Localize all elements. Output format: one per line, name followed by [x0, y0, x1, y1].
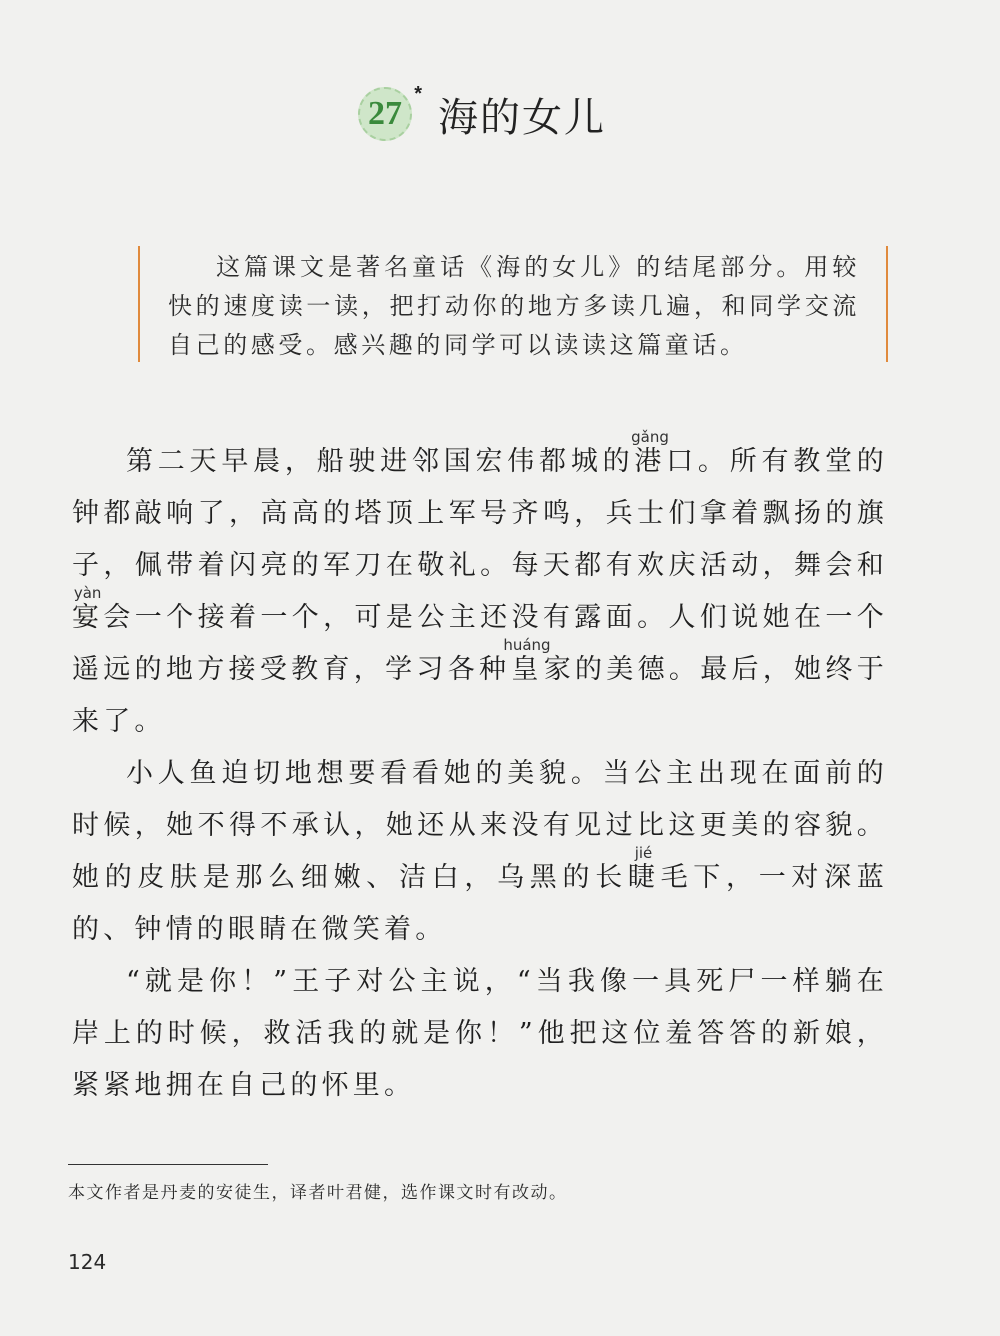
- paragraph-1: [72, 430, 888, 748]
- intro-text: 这篇课文是著名童话《海的女儿》的结尾部分。用较快的速度读一读，把打动你的地方多读几遍，和同学交流自己的感受。感兴趣的同学可以读读这篇童话。: [168, 253, 860, 359]
- word-yan: 宴: [72, 602, 104, 633]
- pinyin-huang: huáng: [503, 636, 551, 654]
- pinyin-yan: yàn: [72, 584, 104, 602]
- pinyin-word-yan: [72, 584, 104, 633]
- word-huang: 皇: [503, 654, 551, 685]
- pinyin-word-huang: [503, 636, 551, 685]
- word-gang: 港: [631, 446, 669, 477]
- paragraph-2-part-a: 小人鱼迫切地想要看看她的美貌。当公主出现在面前的时候，她不得不承认，她还从来没有见过比这更美的容貌。她的皮肤是那么细嫩、洁白，乌黑的长: [72, 758, 888, 893]
- pinyin-word-jie: [627, 844, 661, 893]
- paragraph-1-part-c: 会一个接着一个，可是公主还没有露面。人们说她在一个遥远的地方接受教育，学习各种: [72, 602, 889, 685]
- page-number: 124: [68, 1250, 107, 1274]
- lesson-star-mark: *: [414, 83, 422, 105]
- word-jie: 睫: [627, 862, 661, 893]
- lesson-number-badge: [358, 83, 422, 141]
- pinyin-gang: gǎng: [631, 428, 669, 446]
- lesson-number: 27: [368, 95, 402, 132]
- paragraph-3: “就是你！”王子对公主说，“当我像一具死尸一样躺在岸上的时候，救活我的就是你！”他把这位羞答答的新娘，紧紧地拥在自己的怀里。: [72, 966, 888, 1101]
- footnote: 本文作者是丹麦的安徒生，译者叶君健，选作课文时有改动。: [68, 1183, 568, 1203]
- intro-box: [138, 246, 888, 362]
- pinyin-jie: jié: [627, 844, 660, 862]
- footnote-divider: [68, 1164, 268, 1165]
- paragraph-1-part-b: 口。所有教堂的钟都敲响了，高高的塔顶上军号齐鸣，兵士们拿着飘扬的旗子，佩带着闪亮的军刀在敬礼。每天都有欢庆活动，舞会和: [72, 446, 888, 581]
- paragraph-1-part-a: 第二天早晨，船驶进邻国宏伟都城的: [126, 446, 635, 477]
- pinyin-word-gang: [631, 428, 669, 477]
- lesson-title: 海的女儿: [438, 94, 606, 141]
- paragraph-1-part-d: 家的美德。最后，她终于来了。: [72, 654, 888, 737]
- paragraph-2: [72, 748, 888, 956]
- lesson-body: [72, 430, 888, 1112]
- lesson-header: [358, 84, 606, 144]
- paragraph-2-part-b: 毛下，一对深蓝的、钟情的眼睛在微笑着。: [72, 862, 888, 945]
